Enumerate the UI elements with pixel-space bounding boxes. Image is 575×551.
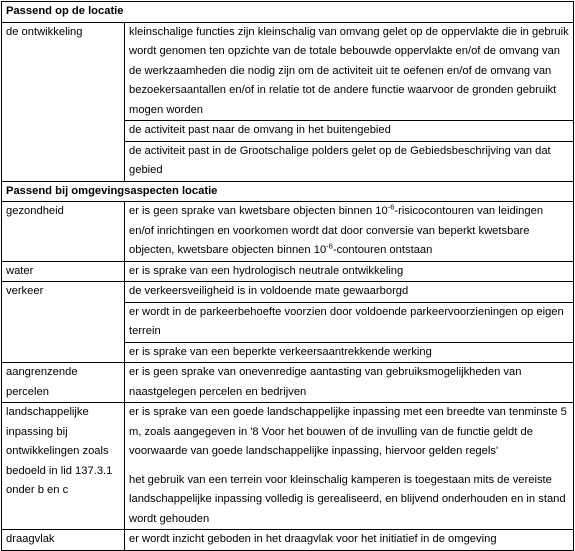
section-title-omgevingsaspecten: Passend bij omgevingsaspecten locatie (2, 181, 574, 202)
row-label-ontwikkeling: de ontwikkeling (2, 22, 125, 181)
row-label-aangrenzende-percelen: aangrenzende percelen (2, 363, 125, 403)
criterion-paragraph: het gebruik van een terrein voor kleinschalig kamperen is toegestaan mits de vereiste landschappelijke inpassing volledig is gerealiseerd, en blijvend onderhouden en in stand wordt gehouden (129, 473, 566, 525)
paragraph-spacer (129, 462, 569, 471)
table-row (2, 403, 574, 530)
criterion-cell: er is sprake van een beperkte verkeersaantrekkende werking (125, 342, 574, 363)
table-row (2, 22, 574, 121)
row-label-verkeer: verkeer (2, 282, 125, 363)
criterion-cell: er wordt inzicht geboden in het draagvlak voor het initiatief in de omgeving (125, 530, 574, 551)
criterion-text: -risicocontouren van leidingen en/of inrichtingen en voorkomen wordt dat door conversie van beperkt kwetsbare objecten, kwetsbare objecten binnen 10 (129, 205, 544, 256)
criterion-cell: de activiteit past naar de omvang in het buitengebied (125, 121, 574, 142)
table-row (2, 282, 574, 303)
criterion-cell: de activiteit past in de Grootschalige polders gelet op de Gebiedsbeschrijving van dat gebied (125, 141, 574, 181)
row-label-water: water (2, 261, 125, 282)
table-row (2, 363, 574, 403)
superscript: -6 (326, 241, 333, 251)
criterion-cell (125, 202, 574, 262)
section-header-row (2, 181, 574, 202)
row-label-draagvlak: draagvlak (2, 530, 125, 551)
criterion-text: er is geen sprake van kwetsbare objecten binnen 10 (129, 205, 388, 217)
row-label-gezondheid: gezondheid (2, 202, 125, 262)
table-row (2, 530, 574, 551)
criterion-cell: de verkeersveiligheid is in voldoende mate gewaarborgd (125, 282, 574, 303)
superscript: -6 (387, 202, 395, 212)
section-title-locatie: Passend op de locatie (2, 2, 574, 23)
criteria-table (1, 1, 574, 551)
row-label-landschappelijke-inpassing: landschappelijke inpassing bij ontwikkelingen zoals bedoeld in lid 137.3.1 onder b en c (2, 403, 125, 530)
section-header-row (2, 2, 574, 23)
table-row (2, 261, 574, 282)
criterion-cell: kleinschalige functies zijn kleinschalig van omvang gelet op de oppervlakte die in gebruik wordt genomen ten opzichte van de totale bebouwde oppervlakte en/of de omvang van de werkzaamheden die nodig zijn om de activiteit uit te oefenen en/of de omvang van bezoekersaantallen en/of in relatie tot de andere functie waarvoor de gronden gebruikt mogen worden (125, 22, 574, 121)
criterion-paragraph: er is sprake van een goede landschappelijke inpassing met een breedte van tenminste 5 m, zoals aangegeven in '8 Voor het bouwen of de invulling van de functie geldt de voorwaarde van goede landschappelijke inpassing, hiervoor gelden regels' (129, 406, 567, 457)
criterion-cell: er is sprake van een hydrologisch neutrale ontwikkeling (125, 261, 574, 282)
table-row (2, 202, 574, 262)
criterion-text: -contouren ontstaan (332, 244, 433, 256)
criterion-cell: er is geen sprake van onevenredige aantasting van gebruiksmogelijkheden van naastgelegen percelen en bedrijven (125, 363, 574, 403)
criterion-cell (125, 403, 574, 530)
criterion-cell: er wordt in de parkeerbehoefte voorzien door voldoende parkeervoorzieningen op eigen terrein (125, 302, 574, 342)
